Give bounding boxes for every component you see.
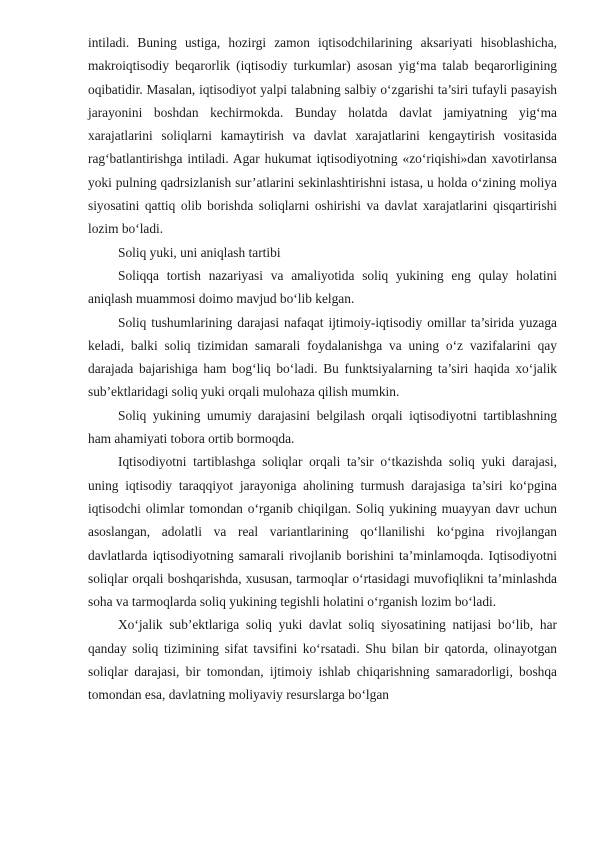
paragraph-economic-regulation: Iqtisodiyotni tartiblashga soliqlar orqali ta’sir o‘tkazishda soliq yuki darajasi, uning iqtisodiy taraqqiyot jarayoniga aholining turmush darajasiga ta’siri ko‘pgina iqtisodchi olimlar tomondan o‘rganib chiqilgan. Soliq yukining muayyan davr uchun asoslangan, adolatli va real variantlarining qo‘llanilishi ko‘pgina rivojlangan davlatlarda iqtisodiyotning samarali rivojlanib borishini ta’minlamoqda. Iqtisodiyotni soliqlar orqali boshqarishda, xususan, tarmoqlar o‘rtasidagi muvofiqlikni ta’minlashda soha va tarmoqlarda soliq yukining tegishli holatini o‘rganish lozim bo‘ladi. (88, 454, 557, 610)
paragraph-enterprise-burden: Xo‘jalik sub’ektlariga soliq yuki davlat soliq siyosatining natijasi bo‘lib, har qanday soliq tizimining sifat tavsifini ko‘rsatadi. Shu bilan bir qatorda, olinayotgan soliqlar darajasi, bir tomondan, ijtimoiy ishlab chiqarishning samaradorligi, boshqa tomondan esa, davlatning moliyaviy resurslarga bo‘lgan (88, 617, 557, 703)
paragraph-tax-burden-problem: Soliqqa tortish nazariyasi va amaliyotida soliq yukining eng qulay holatini aniqlash muammosi doimo mavjud bo‘lib kelgan. (88, 267, 557, 307)
section-heading-tax-burden: Soliq yuki, uni aniqlash tartibi (118, 244, 281, 260)
paragraph-overall-burden: Soliq yukining umumiy darajasini belgilash orqali iqtisodiyotni tartiblashning ham ahamiyati tobora ortib bormoqda. (88, 407, 557, 447)
document-page (88, 31, 557, 707)
paragraph-intro-continuation: intiladi. Buning ustiga, hozirgi zamon iqtisodchilarining aksariyati hisoblashicha, makroiqtisodiy beqarorlik (iqtisodiy turkumlar) asosan yig‘ma talab beqarorligining oqibatidir. Masalan, iqtisodiyot yalpi talabning salbiy o‘zgarishi ta’siri tufayli pasayish jarayonini boshdan kechirmokda. Bunday holatda davlat jamiyatning yig‘ma xarajatlarini soliqlarni kamaytirish va davlat xarajatlarini kengaytirish vositasida rag‘batlantirishga intiladi. Agar hukumat iqtisodiyotning «zo‘riqishi»dan xavotirlansa yoki pulning qadrsizlanish sur’atlarini sekinlashtirishni istasa, u holda o‘zining moliya siyosatini qattiq olib borishda soliqlarni oshirishi va davlat xarajatlarini qisqartirishi lozim bo‘ladi. (88, 35, 557, 237)
paragraph-tax-revenue-level: Soliq tushumlarining darajasi nafaqat ijtimoiy-iqtisodiy omillar ta’sirida yuzaga keladi, balki soliq tizimidan samarali foydalanishga va uning o‘z vazifalarini qay darajada bajarishiga ham bog‘liq bo‘ladi. Bu funktsiyalarning ta’siri haqida xo‘jalik sub’ektlaridagi soliq yuki orqali mulohaza qilish mumkin. (88, 314, 557, 400)
